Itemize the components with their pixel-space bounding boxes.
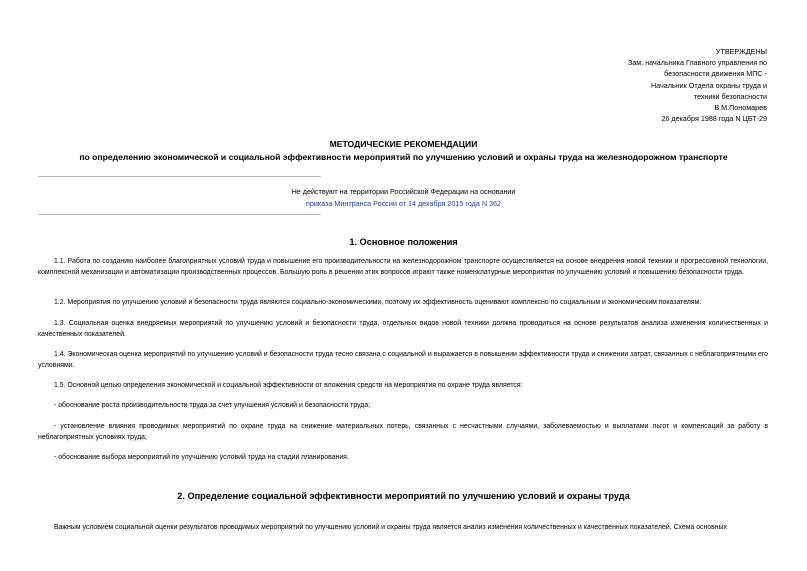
paragraph-1-2: 1.2. Мероприятия по улучшению условий и безопасности труда являются социально-экономическими, поэтому их эффективность оценивают комплексно по социальным и экономическим показателям.: [54, 299, 702, 306]
paragraph-1-5: 1.5. Основной целью определения экономической и социальной эффективности от вложения средств на мероприятия по охране труда является:: [54, 382, 523, 389]
approval-line: В.М.Пономарев: [714, 103, 767, 113]
paragraph-1-1: 1.1. Работа по созданию наиболее благоприятных условий труда и повышение его производительности на железнодорожном транспорте осуществляется на основе внедрения новой техники и прогрессивной технологии, комплексной механизации и автоматизации производственных процессов. Большую роль в решении этих вопросов играют также номенклатурные мероприятия по улучшению условий и повышению безопасности труда.: [38, 258, 768, 277]
section-heading-1: 1. Основное положения: [349, 237, 458, 247]
status-divider-bottom: [38, 214, 321, 215]
paragraph-1-4: 1.4. Экономическая оценка мероприятий по улучшению условий и безопасности труда тесно связана с социальной и выражается в повышении эффективности труда и снижении затрат, связанных с неблагоприятными его условиями.: [38, 351, 768, 370]
list-item: - обоснование выбора мероприятий по улучшению условий труда на стадии планирования.: [54, 454, 349, 461]
status-order-link[interactable]: приказа Минтранса России от 14 декабря 2015 года N 362: [305, 199, 502, 208]
document-subtitle: по определению экономической и социальной эффективности мероприятий по улучшению условий и охраны труда на железнодорожном транспорте: [79, 152, 728, 162]
list-item: - обоснование роста производительности труда за счет улучшения условий и безопасности труда;: [54, 402, 371, 409]
approval-block: [527, 46, 767, 124]
approval-line: 26 декабря 1988 года N ЦБТ-29: [661, 114, 767, 124]
approval-line: Начальник Отдела охраны труда и: [650, 80, 767, 90]
list-item: - установление влияния проводимых мероприятий по охране труда на снижение материальных потерь, связанных с несчастными случаями, заболеваемостью и выплатами льгот и компенсаций за работу в неблагоприятных условиях труда;: [38, 423, 768, 442]
paragraph-2-1: Важным условием социальной оценки результатов проводимых мероприятий по улучшению условий и охраны труда является анализ изменения количественных и качественных показателей. Схема основных: [54, 524, 728, 531]
status-notice: Не действуют на территории Российской Федерации на основании: [291, 187, 516, 196]
approval-line: безопасности движения МПС -: [664, 69, 767, 79]
approval-line: техники безопасности: [693, 91, 767, 101]
approval-line: Зам. начальника Главного управления по: [627, 58, 767, 68]
status-divider-top: [38, 176, 321, 177]
section-heading-2: 2. Определение социальной эффективности мероприятий по улучшению условий и охраны труда: [177, 491, 630, 501]
approval-line: УТВЕРЖДЕНЫ: [715, 47, 767, 56]
document-title: МЕТОДИЧЕСКИЕ РЕКОМЕНДАЦИИ: [329, 139, 478, 149]
paragraph-1-3: 1.3. Социальная оценка внедряемых мероприятий по улучшению условий и безопасности труда, отдельных видов новой техники должна проводиться на основе результатов анализа изменения количественных и качественных показателей.: [38, 320, 768, 339]
